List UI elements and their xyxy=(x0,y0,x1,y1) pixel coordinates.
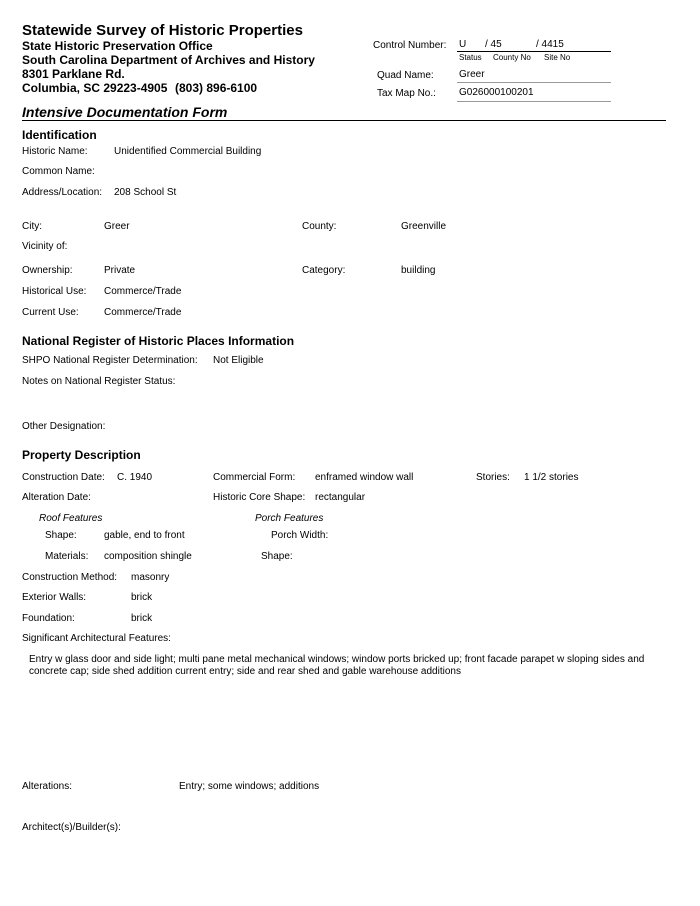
current-use-value: Commerce/Trade xyxy=(104,307,182,318)
roof-features-heading: Roof Features xyxy=(39,513,103,524)
construction-date-value: C. 1940 xyxy=(117,472,153,483)
stories-label: Stories: xyxy=(476,472,510,483)
porch-shape-label: Shape: xyxy=(261,551,293,562)
exterior-walls-value: brick xyxy=(131,592,153,603)
address-label: Address/Location: xyxy=(22,187,103,198)
quad-name-label: Quad Name: xyxy=(377,70,434,81)
county-label: County: xyxy=(302,221,337,232)
stories-value: 1 1/2 stories xyxy=(524,472,579,483)
alteration-date-label: Alteration Date: xyxy=(22,492,91,503)
shpo-determination-label: SHPO National Register Determination: xyxy=(22,355,198,366)
phone-number: (803) 896-6100 xyxy=(175,81,258,95)
control-number-label: Control Number: xyxy=(373,40,447,51)
department-name: South Carolina Department of Archives and History xyxy=(22,53,315,67)
category-label: Category: xyxy=(302,265,346,276)
title-divider xyxy=(22,120,666,121)
property-description-heading: Property Description xyxy=(22,448,141,462)
register-notes-label: Notes on National Register Status: xyxy=(22,376,176,387)
foundation-value: brick xyxy=(131,613,153,624)
construction-method-value: masonry xyxy=(131,572,170,583)
roof-shape-value: gable, end to front xyxy=(104,530,185,541)
significant-features-label: Significant Architectural Features: xyxy=(22,633,171,644)
core-shape-label: Historic Core Shape: xyxy=(213,492,306,503)
roof-shape-label: Shape: xyxy=(45,530,77,541)
address-value: 208 School St xyxy=(114,187,177,198)
survey-title: Statewide Survey of Historic Properties xyxy=(22,22,303,39)
office-name: State Historic Preservation Office xyxy=(22,39,213,53)
county-value: Greenville xyxy=(401,221,447,232)
quad-name-value: Greer xyxy=(459,69,485,80)
construction-date-label: Construction Date: xyxy=(22,472,105,483)
city-value: Greer xyxy=(104,221,130,232)
ownership-label: Ownership: xyxy=(22,265,73,276)
control-status-value: U xyxy=(459,39,467,50)
porch-features-heading: Porch Features xyxy=(255,513,324,524)
porch-width-label: Porch Width: xyxy=(271,530,329,541)
tax-map-label: Tax Map No.: xyxy=(377,88,436,99)
historic-name-label: Historic Name: xyxy=(22,146,88,157)
city-label: City: xyxy=(22,221,42,232)
core-shape-value: rectangular xyxy=(315,492,366,503)
commercial-form-label: Commercial Form: xyxy=(213,472,296,483)
form-title: Intensive Documentation Form xyxy=(22,104,228,120)
common-name-label: Common Name: xyxy=(22,166,95,177)
historical-use-label: Historical Use: xyxy=(22,286,87,297)
foundation-label: Foundation: xyxy=(22,613,75,624)
vicinity-label: Vicinity of: xyxy=(22,241,68,252)
alterations-label: Alterations: xyxy=(22,781,73,792)
historic-name-value: Unidentified Commercial Building xyxy=(114,146,262,157)
category-value: building xyxy=(401,265,436,276)
control-county-value: / 45 xyxy=(485,39,502,50)
roof-materials-label: Materials: xyxy=(45,551,89,562)
identification-heading: Identification xyxy=(22,128,97,142)
site-no-sublabel: Site No xyxy=(544,53,571,62)
county-no-sublabel: County No xyxy=(493,53,531,62)
control-number-field xyxy=(457,38,611,52)
current-use-label: Current Use: xyxy=(22,307,79,318)
city-zip: Columbia, SC 29223-4905 xyxy=(22,81,168,95)
commercial-form-value: enframed window wall xyxy=(315,472,414,483)
historical-use-value: Commerce/Trade xyxy=(104,286,182,297)
exterior-walls-label: Exterior Walls: xyxy=(22,592,87,603)
ownership-value: Private xyxy=(104,265,136,276)
national-register-heading: National Register of Historic Places Information xyxy=(22,334,295,348)
tax-map-value: G026000100201 xyxy=(459,87,534,98)
significant-features-text: Entry w glass door and side light; multi pane metal mechanical windows; window ports bricked up; front facade parapet w sloping sides and concrete cap; side shed addition current entry; side and rear shed and gable warehouse additions xyxy=(29,654,645,677)
control-site-value: / 4415 xyxy=(536,39,564,50)
roof-materials-value: composition shingle xyxy=(104,551,192,562)
shpo-determination-value: Not Eligible xyxy=(213,355,264,366)
status-sublabel: Status xyxy=(459,53,482,62)
street-address: 8301 Parklane Rd. xyxy=(22,67,125,81)
construction-method-label: Construction Method: xyxy=(22,572,118,583)
tax-map-field xyxy=(457,86,611,102)
architect-builder-label: Architect(s)/Builder(s): xyxy=(22,822,121,833)
quad-name-field xyxy=(457,68,611,83)
other-designation-label: Other Designation: xyxy=(22,421,106,432)
alterations-value: Entry; some windows; additions xyxy=(179,781,320,792)
